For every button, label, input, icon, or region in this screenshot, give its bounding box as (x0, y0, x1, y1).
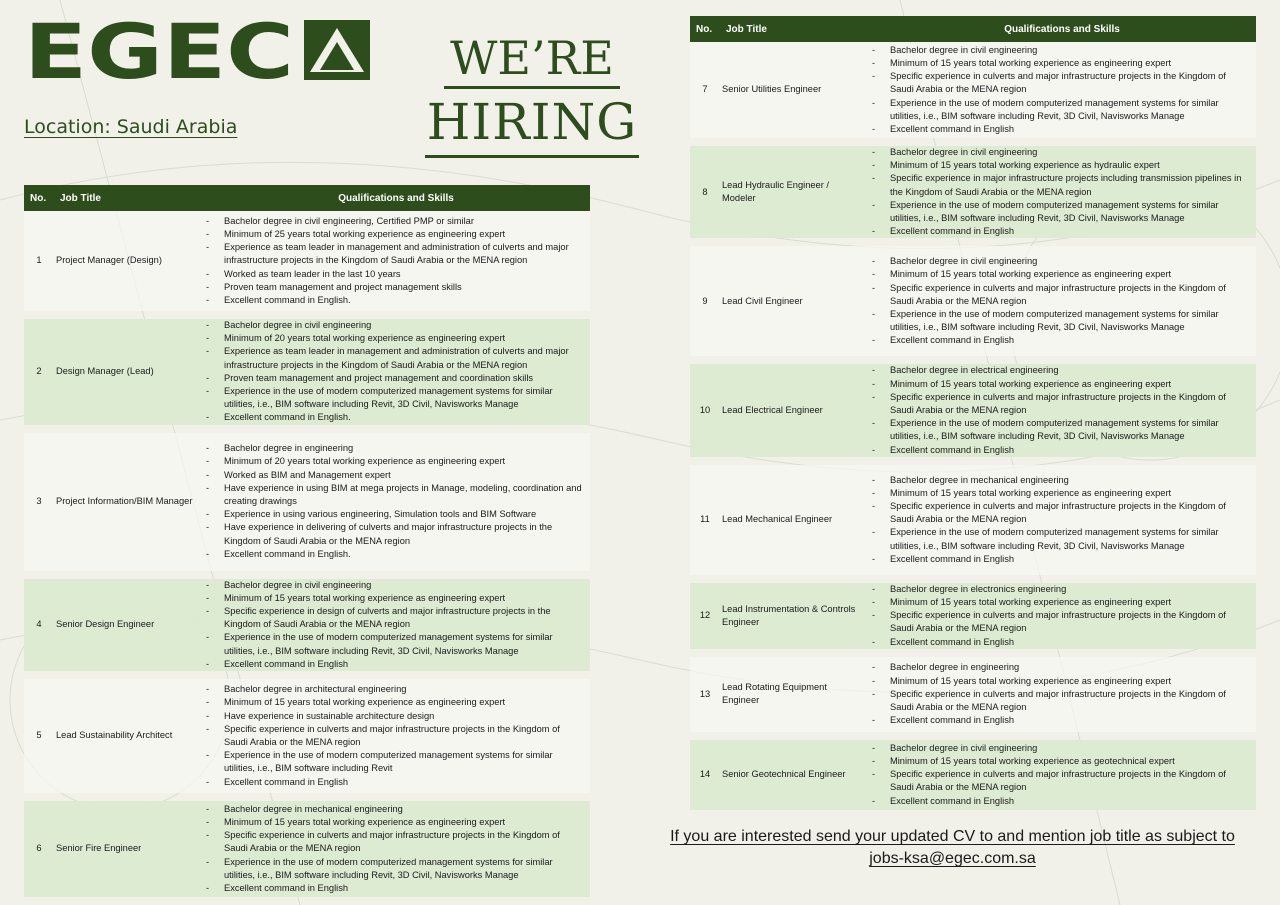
job-number: 11 (690, 465, 720, 575)
contact-email-link[interactable]: jobs-ksa@egec.com.sa (869, 850, 1036, 867)
qualification-item: - Worked as BIM and Management expert (202, 469, 586, 482)
job-qualifications (202, 679, 590, 793)
job-title: Lead Civil Engineer (720, 246, 868, 356)
jobs-table-right (690, 16, 1256, 810)
qualification-list (202, 579, 586, 671)
qualification-item: - Excellent command in English. (202, 548, 586, 561)
table-row (690, 42, 1256, 138)
qualification-item: - Excellent command in English (202, 882, 586, 895)
qualification-item: - Specific experience in design of culverts and major infrastructure projects in the Kingdom of Saudi Arabia or the MENA region (202, 605, 586, 631)
qualification-item: - Minimum of 15 years total working experience as engineering expert (868, 268, 1252, 281)
table-row (690, 364, 1256, 456)
qualification-item: - Excellent command in English (868, 636, 1252, 649)
row-spacer (24, 571, 590, 579)
qualification-item: - Bachelor degree in electronics engineering (868, 583, 1252, 596)
contact-text: If you are interested send your updated CV to and mention job title as subject to (670, 828, 1235, 845)
qualification-item: - Experience in the use of modern computerized management systems for similar utilities, i.e., BIM software including Revit, 3D Civil, Navisworks Manage (868, 199, 1252, 225)
table-row (690, 583, 1256, 649)
header-job-title: Job Title (54, 185, 202, 211)
logo-triangle-icon (304, 20, 370, 80)
job-title: Project Manager (Design) (54, 211, 202, 311)
job-title: Project Information/BIM Manager (54, 433, 202, 571)
job-number: 5 (24, 679, 54, 793)
job-number: 10 (690, 364, 720, 456)
job-title: Senior Design Engineer (54, 579, 202, 671)
qualification-item: - Experience in the use of modern computerized management systems for similar utilities, i.e., BIM software including Revit (202, 749, 586, 775)
qualification-item: - Bachelor degree in civil engineering (868, 146, 1252, 159)
job-number: 14 (690, 740, 720, 810)
qualification-list (202, 442, 586, 561)
job-qualifications (868, 246, 1256, 356)
row-spacer (690, 649, 1256, 657)
qualification-list (868, 255, 1252, 347)
row-spacer (690, 138, 1256, 146)
table-row (690, 740, 1256, 810)
table-row (24, 579, 590, 671)
qualification-item: - Minimum of 15 years total working experience as engineering expert (202, 696, 586, 709)
qualification-item: - Bachelor degree in civil engineering (202, 579, 586, 592)
logo-lettering: EGEC (24, 18, 294, 82)
qualification-item: - Bachelor degree in mechanical engineering (202, 803, 586, 816)
qualification-item: - Have experience in sustainable architecture design (202, 710, 586, 723)
table-row (24, 679, 590, 793)
row-spacer (24, 425, 590, 433)
job-number: 9 (690, 246, 720, 356)
qualification-item: - Minimum of 15 years total working experience as engineering expert (202, 592, 586, 605)
qualification-item: - Excellent command in English (868, 123, 1252, 136)
row-spacer (690, 575, 1256, 583)
table-row (690, 465, 1256, 575)
qualification-item: - Specific experience in culverts and major infrastructure projects in the Kingdom of Saudi Arabia or the MENA region (202, 723, 586, 749)
qualification-item: - Experience in the use of modern computerized management systems for similar utilities, i.e., BIM software including Revit, 3D Civil, Navisworks Manage (868, 97, 1252, 123)
qualification-item: - Specific experience in culverts and major infrastructure projects in the Kingdom of Saudi Arabia or the MENA region (868, 70, 1252, 96)
qualification-list (202, 803, 586, 895)
job-qualifications (868, 583, 1256, 649)
qualification-item: - Minimum of 15 years total working experience as engineering expert (868, 596, 1252, 609)
table-row (24, 433, 590, 571)
qualification-item: - Specific experience in culverts and major infrastructure projects in the Kingdom of Saudi Arabia or the MENA region (868, 688, 1252, 714)
row-spacer (690, 732, 1256, 740)
table-header-row (24, 185, 590, 211)
row-spacer (690, 238, 1256, 246)
job-number: 4 (24, 579, 54, 671)
job-qualifications (202, 433, 590, 571)
job-title: Lead Sustainability Architect (54, 679, 202, 793)
job-qualifications (868, 657, 1256, 732)
job-qualifications (202, 319, 590, 425)
qualification-list (868, 474, 1252, 566)
qualification-item: - Minimum of 15 years total working experience as engineering expert (868, 487, 1252, 500)
qualification-item: - Excellent command in English (868, 795, 1252, 808)
qualification-list (868, 44, 1252, 136)
qualification-item: - Specific experience in culverts and major infrastructure projects in the Kingdom of Saudi Arabia or the MENA region (868, 391, 1252, 417)
table-row (690, 246, 1256, 356)
hiring-line-2: HIRING (425, 89, 639, 158)
qualification-item: - Minimum of 15 years total working experience as engineering expert (868, 675, 1252, 688)
qualification-item: - Specific experience in culverts and major infrastructure projects in the Kingdom of Saudi Arabia or the MENA region (868, 282, 1252, 308)
job-number: 13 (690, 657, 720, 732)
table-row (24, 211, 590, 311)
qualification-item: - Minimum of 20 years total working experience as engineering expert (202, 332, 586, 345)
qualification-item: - Specific experience in culverts and major infrastructure projects in the Kingdom of Saudi Arabia or the MENA region (202, 829, 586, 855)
job-title: Design Manager (Lead) (54, 319, 202, 425)
row-spacer (24, 793, 590, 801)
qualification-item: - Bachelor degree in mechanical engineering (868, 474, 1252, 487)
header-qualifications: Qualifications and Skills (868, 16, 1256, 42)
qualification-item: - Excellent command in English. (202, 294, 586, 307)
qualification-item: - Excellent command in English (202, 776, 586, 789)
qualification-item: - Proven team management and project management and coordination skills (202, 372, 586, 385)
qualification-item: - Excellent command in English (202, 658, 586, 671)
qualification-item: - Minimum of 15 years total working experience as engineering expert (202, 816, 586, 829)
qualification-item: - Experience in the use of modern computerized management systems for similar utilities, i.e., BIM software including Revit, 3D Civil, Navisworks Manage (868, 526, 1252, 552)
qualification-item: - Worked as team leader in the last 10 years (202, 268, 586, 281)
table-row (690, 657, 1256, 732)
table-row (690, 146, 1256, 238)
job-number: 2 (24, 319, 54, 425)
job-qualifications (868, 42, 1256, 138)
qualification-item: - Bachelor degree in engineering (202, 442, 586, 455)
qualification-item: - Experience in the use of modern computerized management systems for similar utilities, i.e., BIM software including Revit, 3D Civil, Navisworks Manage (202, 856, 586, 882)
job-number: 6 (24, 801, 54, 897)
qualification-item: - Experience in using various engineering, Simulation tools and BIM Software (202, 508, 586, 521)
job-number: 7 (690, 42, 720, 138)
job-title: Senior Geotechnical Engineer (720, 740, 868, 810)
qualification-list (202, 319, 586, 425)
job-title: Lead Rotating Equipment Engineer (720, 657, 868, 732)
qualification-item: - Minimum of 15 years total working experience as engineering expert (868, 378, 1252, 391)
qualification-list (868, 583, 1252, 649)
hiring-banner (410, 30, 654, 158)
qualification-item: - Bachelor degree in civil engineering (868, 44, 1252, 57)
contact-instructions (645, 826, 1260, 870)
qualification-item: - Minimum of 15 years total working experience as hydraulic expert (868, 159, 1252, 172)
header-no: No. (24, 185, 54, 211)
qualification-item: - Excellent command in English (868, 334, 1252, 347)
job-title: Senior Utilities Engineer (720, 42, 868, 138)
qualification-item: - Excellent command in English (868, 553, 1252, 566)
jobs-table-left (24, 185, 590, 897)
job-title: Lead Hydraulic Engineer / Modeler (720, 146, 868, 238)
job-number: 8 (690, 146, 720, 238)
job-qualifications (202, 211, 590, 311)
qualification-item: - Experience as team leader in management and administration of culverts and major infrastructure projects in the Kingdom of Saudi Arabia or the MENA region (202, 241, 586, 267)
job-qualifications (868, 465, 1256, 575)
qualification-item: - Have experience in using BIM at mega projects in Manage, modeling, coordination and creating drawings (202, 482, 586, 508)
table-header-row (690, 16, 1256, 42)
hiring-line-1: WE’RE (444, 30, 620, 89)
qualification-item: - Have experience in delivering of culverts and major infrastructure projects in the Kingdom of Saudi Arabia or the MENA region (202, 521, 586, 547)
qualification-item: - Experience in the use of modern computerized management systems for similar utilities, i.e., BIM software including Revit, 3D Civil, Navisworks Manage (202, 631, 586, 657)
qualification-item: - Excellent command in English (868, 444, 1252, 457)
qualification-item: - Bachelor degree in civil engineering (868, 255, 1252, 268)
job-qualifications (202, 801, 590, 897)
qualification-item: - Bachelor degree in electrical engineering (868, 364, 1252, 377)
qualification-list (202, 215, 586, 307)
qualification-item: - Experience in the use of modern computerized management systems for similar utilities, i.e., BIM software including Revit, 3D Civil, Navisworks Manage (868, 417, 1252, 443)
row-spacer (690, 356, 1256, 364)
qualification-item: - Minimum of 20 years total working experience as engineering expert (202, 455, 586, 468)
job-number: 1 (24, 211, 54, 311)
row-spacer (24, 311, 590, 319)
table-row (24, 801, 590, 897)
qualification-item: - Bachelor degree in civil engineering (868, 742, 1252, 755)
job-title: Lead Mechanical Engineer (720, 465, 868, 575)
qualification-item: - Bachelor degree in civil engineering, Certified PMP or similar (202, 215, 586, 228)
qualification-item: - Specific experience in culverts and major infrastructure projects in the Kingdom of Saudi Arabia or the MENA region (868, 500, 1252, 526)
table-row (24, 319, 590, 425)
qualification-item: - Minimum of 15 years total working experience as geotechnical expert (868, 755, 1252, 768)
qualification-list (202, 683, 586, 789)
job-number: 3 (24, 433, 54, 571)
header-job-title: Job Title (720, 16, 868, 42)
job-title: Senior Fire Engineer (54, 801, 202, 897)
qualification-item: - Experience as team leader in management and administration of culverts and major infrastructure projects in the Kingdom of Saudi Arabia or the MENA region (202, 345, 586, 371)
qualification-item: - Bachelor degree in architectural engineering (202, 683, 586, 696)
qualification-item: - Specific experience in culverts and major infrastructure projects in the Kingdom of Saudi Arabia or the MENA region (868, 768, 1252, 794)
header-qualifications: Qualifications and Skills (202, 185, 590, 211)
qualification-item: - Excellent command in English (868, 714, 1252, 727)
qualification-item: - Experience in the use of modern computerized management systems for similar utilities, i.e., BIM software including Revit, 3D Civil, Navisworks Manage (868, 308, 1252, 334)
qualification-item: - Proven team management and project management skills (202, 281, 586, 294)
qualification-item: - Experience in the use of modern computerized management systems for similar utilities, i.e., BIM software including Revit, 3D Civil, Navisworks Manage (202, 385, 586, 411)
job-qualifications (868, 146, 1256, 238)
qualification-item: - Specific experience in major infrastructure projects including transmission pipelines in the Kingdom of Saudi Arabia or the MENA region (868, 172, 1252, 198)
job-qualifications (868, 364, 1256, 456)
row-spacer (690, 457, 1256, 465)
egec-logo (24, 18, 370, 82)
row-spacer (24, 671, 590, 679)
location-label: Location: Saudi Arabia (24, 116, 238, 138)
header-no: No. (690, 16, 720, 42)
qualification-item: - Excellent command in English (868, 225, 1252, 238)
qualification-item: - Bachelor degree in engineering (868, 661, 1252, 674)
job-qualifications (868, 740, 1256, 810)
qualification-list (868, 364, 1252, 456)
qualification-item: - Specific experience in culverts and major infrastructure projects in the Kingdom of Saudi Arabia or the MENA region (868, 609, 1252, 635)
job-title: Lead Instrumentation & Controls Engineer (720, 583, 868, 649)
qualification-list (868, 742, 1252, 808)
job-title: Lead Electrical Engineer (720, 364, 868, 456)
qualification-item: - Bachelor degree in civil engineering (202, 319, 586, 332)
qualification-item: - Minimum of 25 years total working experience as engineering expert (202, 228, 586, 241)
job-qualifications (202, 579, 590, 671)
qualification-item: - Excellent command in English. (202, 411, 586, 424)
qualification-list (868, 146, 1252, 238)
qualification-item: - Minimum of 15 years total working experience as engineering expert (868, 57, 1252, 70)
job-number: 12 (690, 583, 720, 649)
qualification-list (868, 661, 1252, 727)
